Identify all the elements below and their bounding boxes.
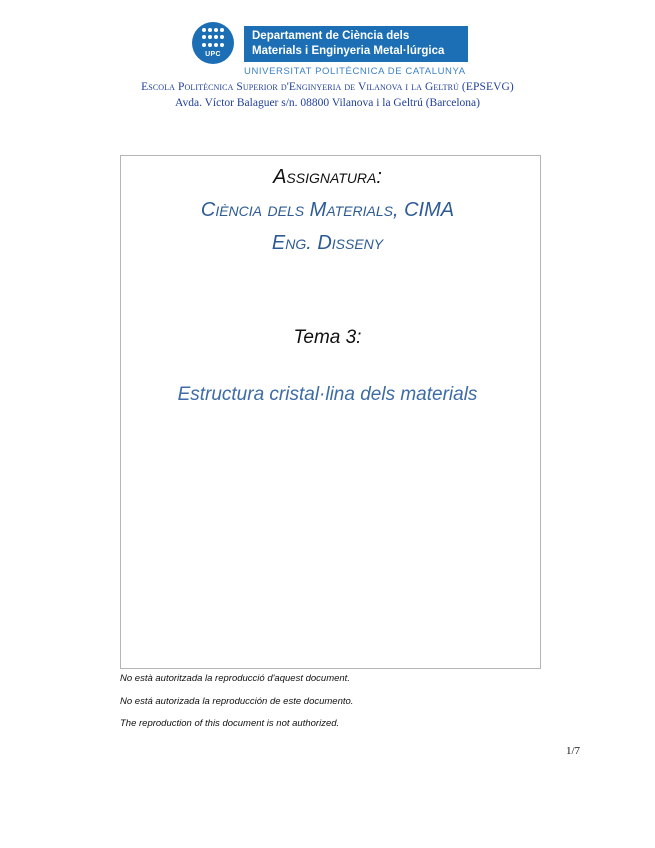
department-banner (244, 26, 468, 62)
subject-degree: Eng. Disseny (271, 232, 384, 254)
disclaimer-english: The reproduction of this document is not authorized. (120, 718, 340, 729)
topic-title: Estructura cristal·lina dels materials (177, 384, 478, 405)
upc-logo-dots-icon (202, 28, 226, 48)
disclaimer-spanish: No está autorizada la reproducción de este documento. (120, 696, 354, 707)
subject-label: Assignatura: (273, 166, 382, 188)
topic-label: Tema 3: (293, 327, 362, 348)
school-name: Escola Politècnica Superior d'Enginyeria de Vilanova i la Geltrú (EPSEVG) (141, 81, 514, 93)
subject-title: Ciència dels Materials, CIMA (200, 199, 455, 221)
university-name: UNIVERSITAT POLITÈCNICA DE CATALUNYA (244, 66, 466, 77)
page-number: 1/7 (565, 745, 580, 757)
disclaimer-catalan: No està autoritzada la reproducció d'aquest document. (120, 673, 350, 684)
upc-logo-text: UPC (205, 51, 221, 58)
department-line1: Departament de Ciència dels (252, 30, 410, 42)
school-address: Avda. Víctor Balaguer s/n. 08800 Vilanova i la Geltrú (Barcelona) (175, 97, 480, 109)
department-line2: Materials i Enginyeria Metal·lúrgica (252, 45, 445, 57)
